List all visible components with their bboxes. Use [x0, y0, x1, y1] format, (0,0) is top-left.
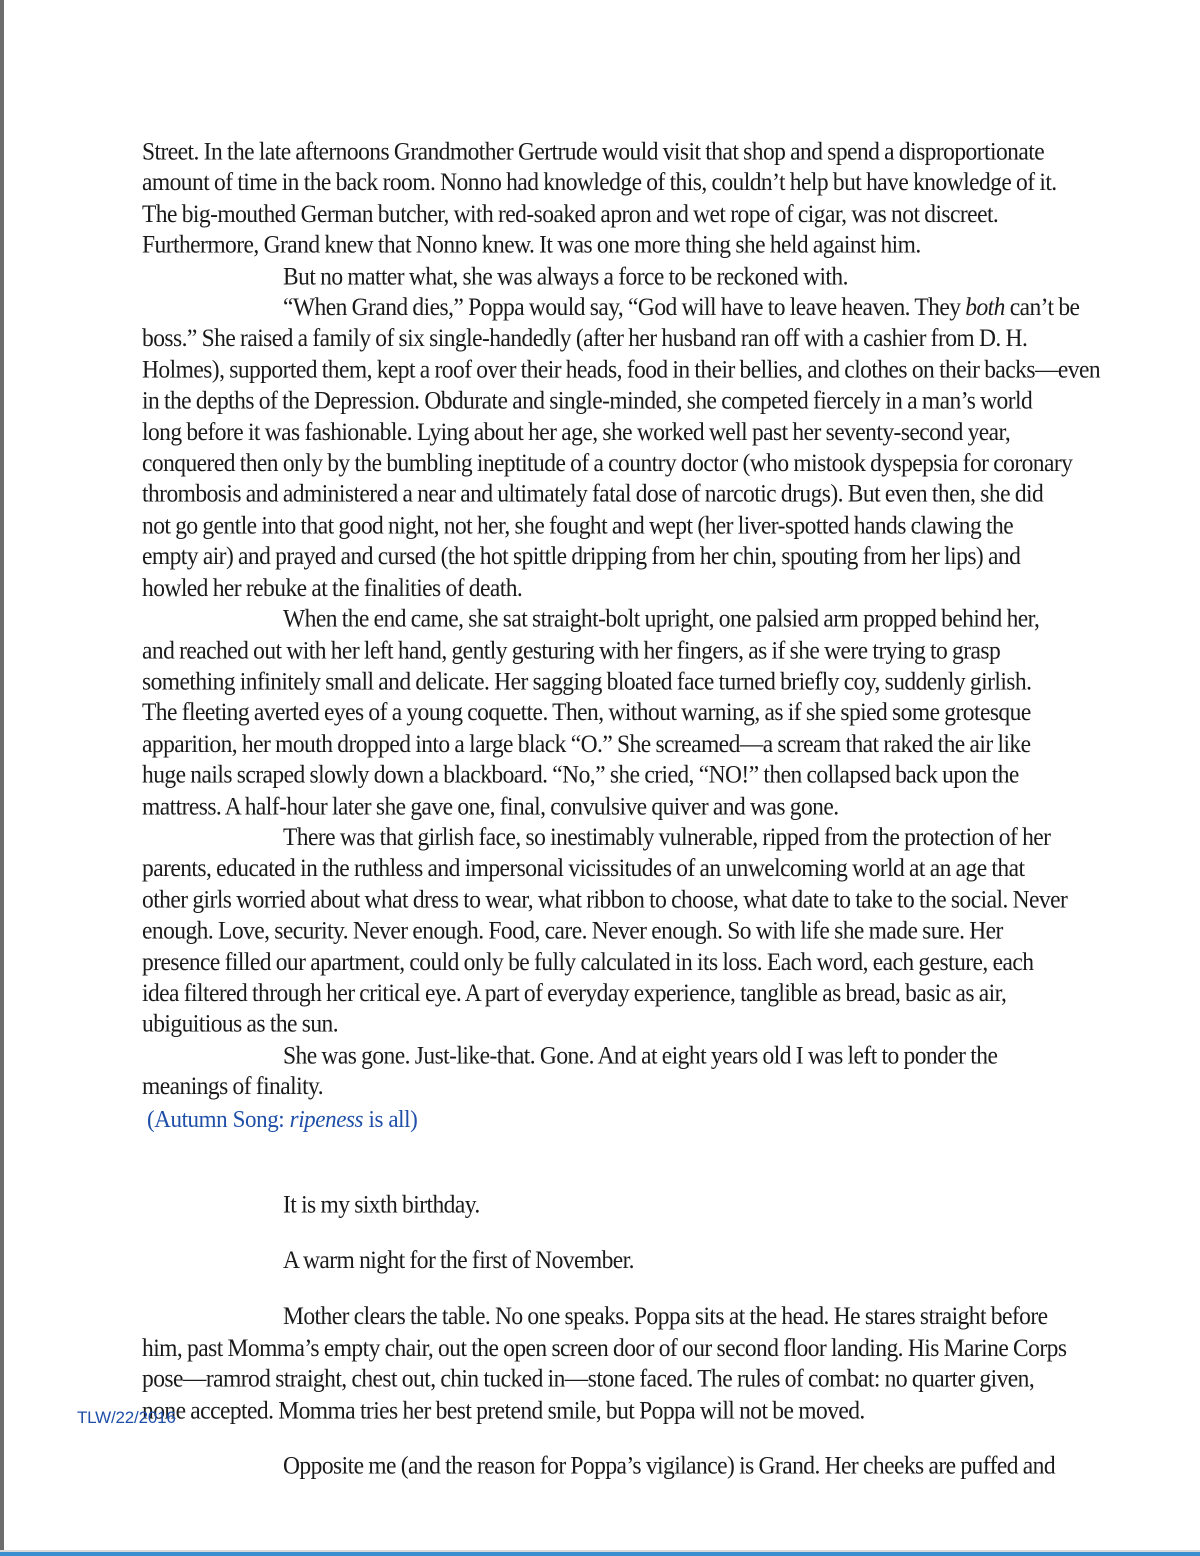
text-line: apparition, her mouth dropped into a large black “O.” She screamed—a scream that raked the air like: [142, 730, 1031, 758]
text-line: [142, 293, 1132, 324]
heading-text: (Autumn Song:: [147, 1106, 290, 1133]
text-line: Street. In the late afternoons Grandmother Gertrude would visit that shop and spend a disproportionate: [142, 138, 1045, 166]
text-line: howled her rebuke at the finalities of death.: [142, 574, 523, 603]
text-line: mattress. A half-hour later she gave one, final, convulsive quiver and was gone.: [142, 792, 839, 821]
text-line: amount of time in the back room. Nonno had knowledge of this, couldn’t help but have knowledge of it.: [142, 169, 1057, 197]
text-line: boss.” She raised a family of six single-handedly (after her husband ran off with a cashier from D. H.: [142, 325, 1028, 353]
text-line: and reached out with her left hand, gently gesturing with her fingers, as if she were trying to grasp: [142, 636, 1001, 665]
text-line: pose—ramrod straight, chest out, chin tucked in—stone faced. The rules of combat: no quarter given,: [142, 1365, 1035, 1394]
text-line: him, past Momma’s empty chair, out the open screen door of our second floor landing. His Marine Corps: [142, 1334, 1067, 1362]
text-line: long before it was fashionable. Lying about her age, she worked well past her seventy-second year,: [142, 418, 1011, 447]
text-line: ubiguitious as the sun.: [142, 1010, 339, 1039]
paragraph: [142, 1246, 1132, 1277]
paragraph: [142, 605, 1132, 823]
text-line: It is my sixth birthday.: [283, 1190, 480, 1219]
text-line: presence filled our apartment, could only be fully calculated in its loss. Each word, each gesture, each: [142, 948, 1034, 977]
window-bottom-border: [0, 1552, 1200, 1556]
emphasis-text: both: [965, 293, 1005, 322]
text-line: none accepted. Momma tries her best pretend smile, but Poppa will not be moved.: [142, 1396, 865, 1425]
text-line: empty air) and prayed and cursed (the hot spittle dripping from her chin, spouting from her lips) and: [142, 543, 1021, 571]
paragraph: [142, 1041, 1132, 1103]
text-line: A warm night for the first of November.: [283, 1247, 634, 1275]
text-line: huge nails scraped slowly down a blackboard. “No,” she cried, “NO!” then collapsed back upon the: [142, 761, 1019, 790]
text-line: Holmes), supported them, kept a roof over their heads, food in their bellies, and clothes on their backs—even: [142, 356, 1101, 384]
text-line: The fleeting averted eyes of a young coquette. Then, without warning, as if she spied some grotesque: [142, 699, 1031, 727]
paragraph: [142, 137, 1132, 262]
text-line: The big-mouthed German butcher, with red-soaked apron and wet rope of cigar, was not discreet.: [142, 200, 999, 228]
footer-tag: TLW/22/2016: [77, 1408, 176, 1427]
text-line: She was gone. Just-like-that. Gone. And at eight years old I was left to ponder the: [283, 1042, 998, 1070]
text-line: not go gentle into that good night, not her, she fought and wept (her liver-spotted hands clawing the: [142, 512, 1014, 540]
text-line: meanings of finality.: [142, 1073, 324, 1101]
text-line: other girls worried about what dress to wear, what ribbon to choose, what date to take to the social. Never: [142, 886, 1068, 914]
paragraph: [142, 1190, 1132, 1221]
text-line: But no matter what, she was always a force to be reckoned with.: [283, 262, 848, 291]
text-line: There was that girlish face, so inestimably vulnerable, ripped from the protection of her: [283, 823, 1051, 852]
text-line: When the end came, she sat straight-bolt upright, one palsied arm propped behind her,: [283, 605, 1040, 634]
section-heading: [147, 1106, 417, 1134]
body-text: [142, 137, 1132, 1103]
text-run: can’t be: [1004, 293, 1080, 322]
heading-emphasis: ripeness: [289, 1106, 364, 1133]
text-line: Opposite me (and the reason for Poppa’s vigilance) is Grand. Her cheeks are puffed and: [283, 1452, 1056, 1481]
section-body-text: [142, 1165, 1132, 1508]
text-line: in the depths of the Depression. Obdurate and single-minded, she competed fiercely in a man’s world: [142, 387, 1033, 415]
paragraph: [142, 1452, 1132, 1483]
heading-text: is all): [363, 1106, 418, 1133]
text-line: something infinitely small and delicate. Her sagging bloated face turned briefly coy, suddenly girlish.: [142, 667, 1032, 696]
text-run: “When Grand dies,” Poppa would say, “God will have to leave heaven. They: [283, 293, 966, 322]
text-line: Furthermore, Grand knew that Nonno knew. It was one more thing she held against him.: [142, 231, 921, 260]
paragraph: [142, 293, 1132, 605]
paragraph: [142, 1302, 1132, 1427]
text-line: enough. Love, security. Never enough. Food, care. Never enough. So with life she made sure. Her: [142, 917, 1003, 945]
text-line: Mother clears the table. No one speaks. Poppa sits at the head. He stares straight before: [283, 1303, 1048, 1331]
paragraph: [142, 823, 1132, 1041]
paragraph: [142, 262, 1132, 293]
text-line: parents, educated in the ruthless and impersonal vicissitudes of an unwelcoming world at an age that: [142, 854, 1025, 883]
text-line: idea filtered through her critical eye. A part of everyday experience, tanglible as bread, basic as air,: [142, 979, 1007, 1008]
text-line: conquered then only by the bumbling ineptitude of a country doctor (who mistook dyspepsia for coronary: [142, 449, 1073, 478]
text-line: thrombosis and administered a near and ultimately fatal dose of narcotic drugs). But even then, she did: [142, 480, 1044, 509]
